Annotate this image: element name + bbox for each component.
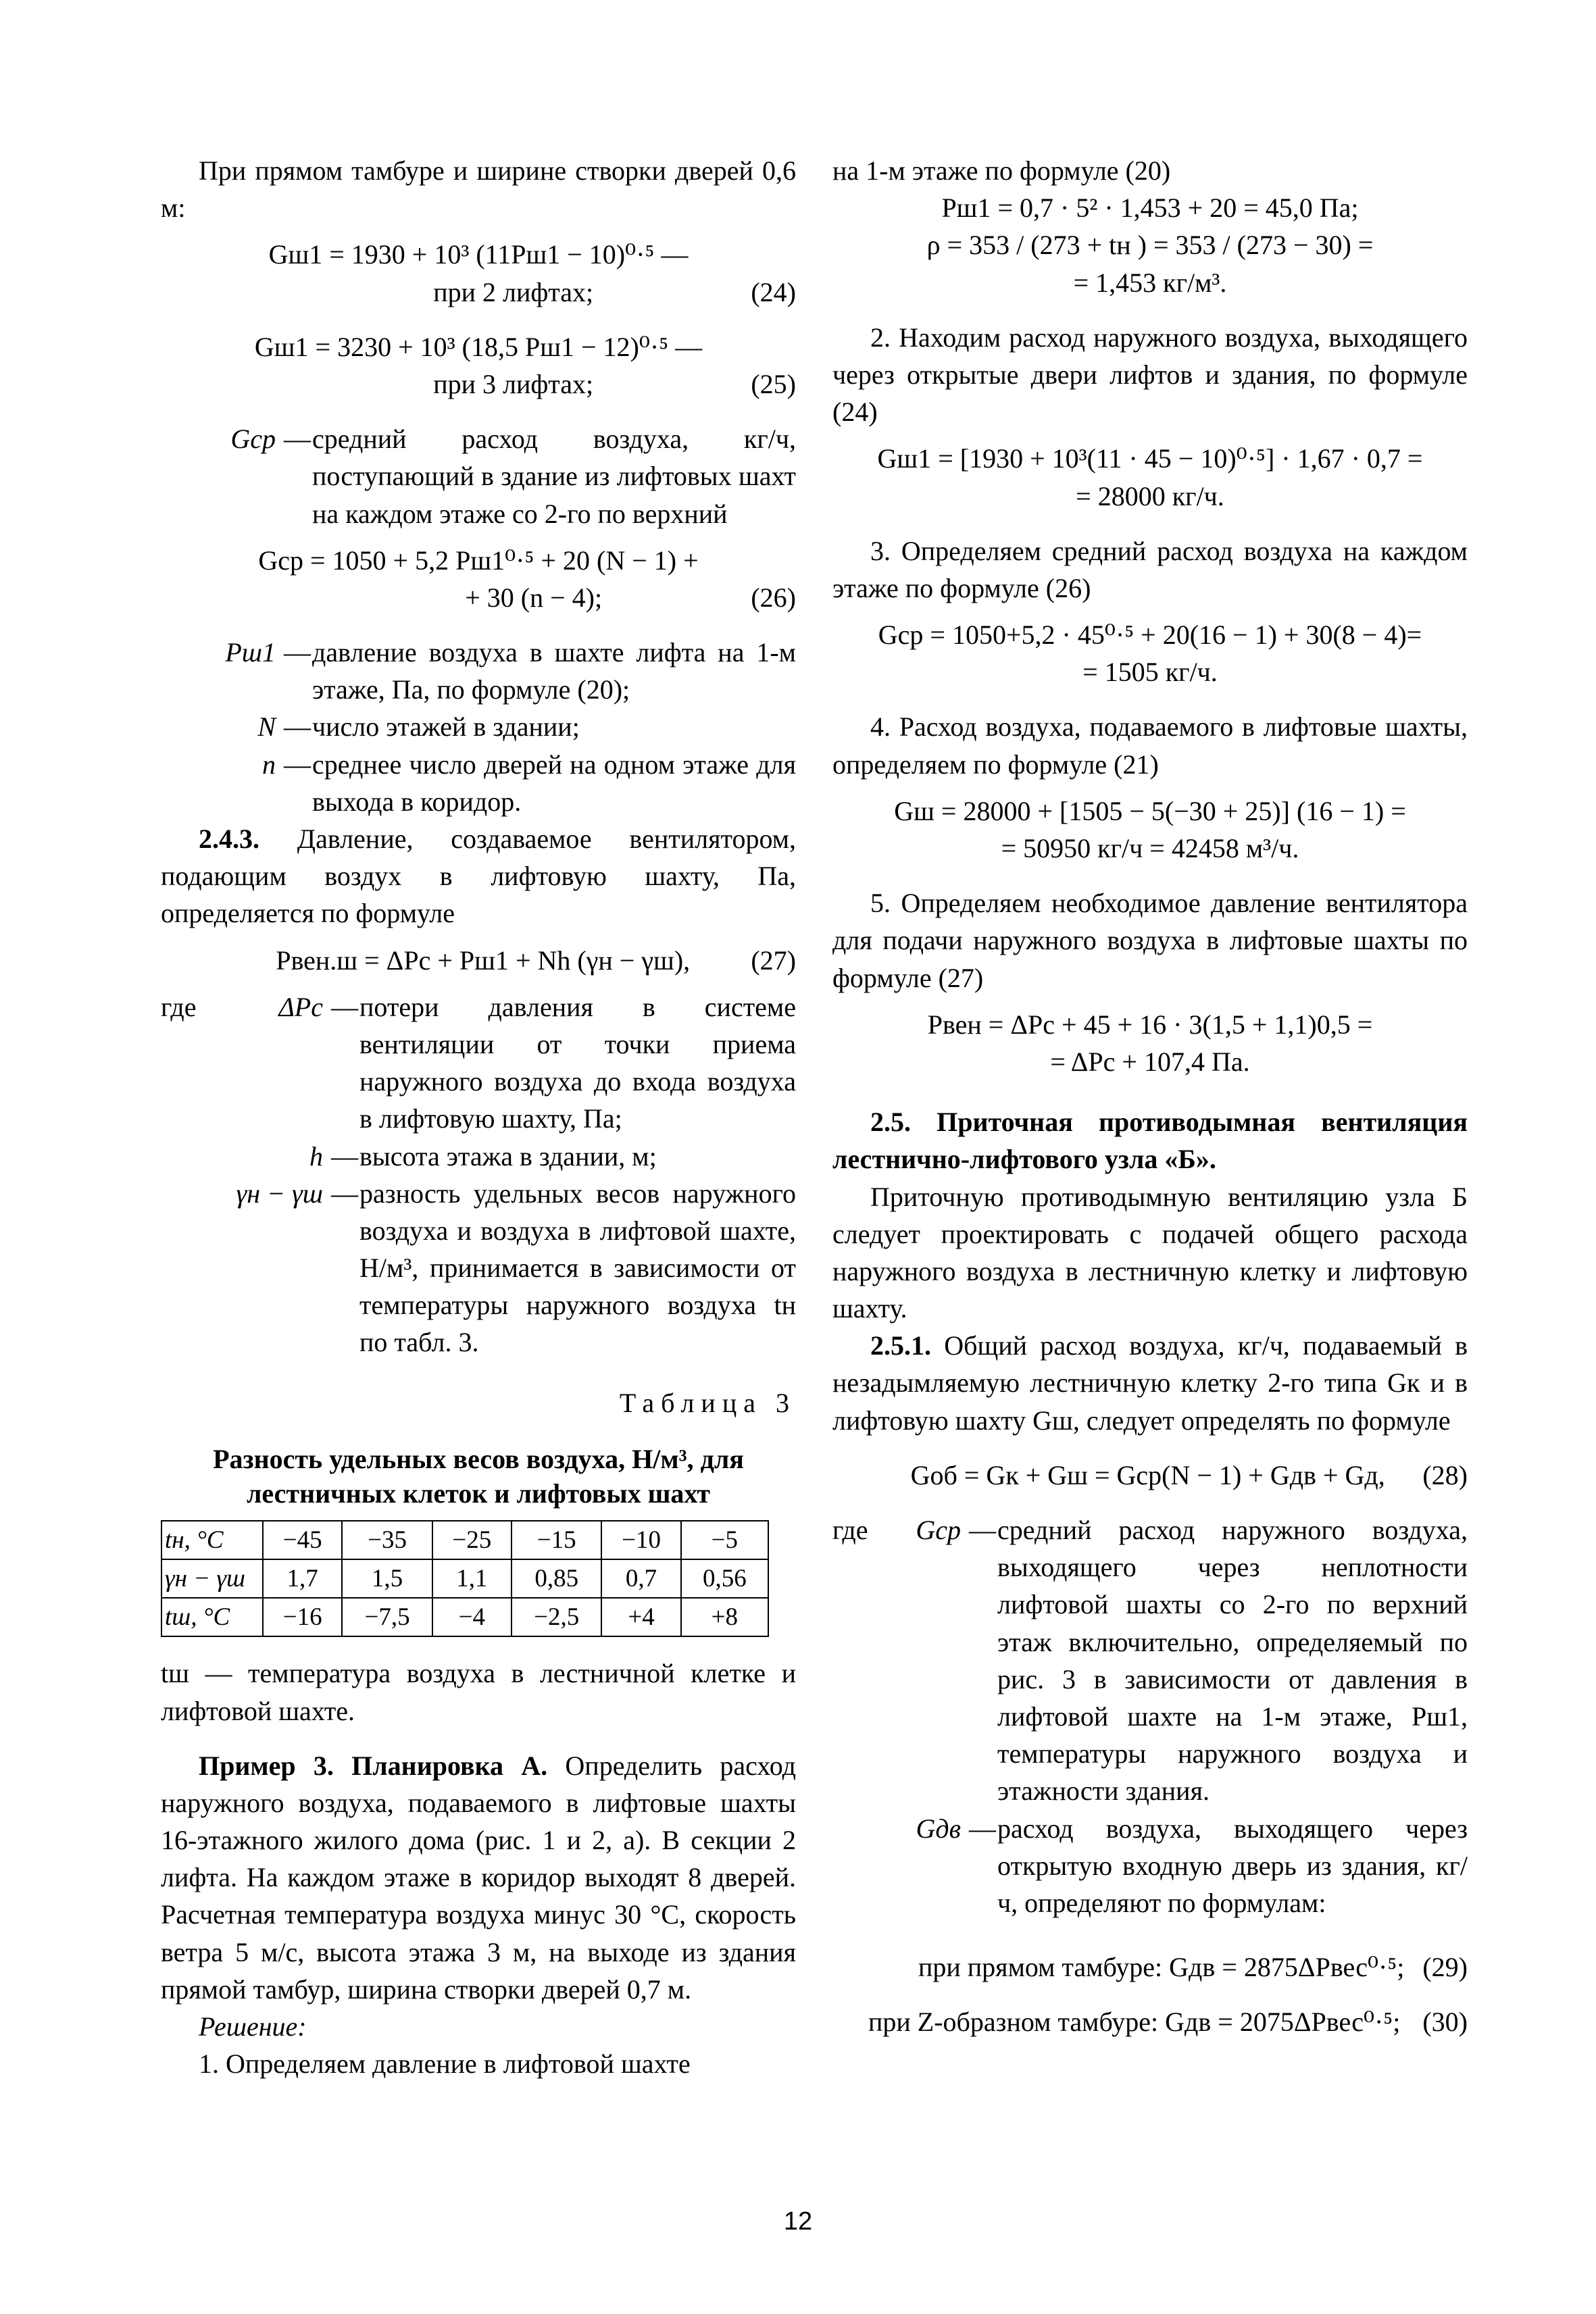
right-column bbox=[832, 152, 1468, 2040]
var-item: Gдв — расход воздуха, выходящего через открытую входную дверь из здания, кг/ч, определяют по формулам: bbox=[916, 1813, 1468, 1918]
calc-line: = ΔPс + 107,4 Па. bbox=[1050, 1046, 1250, 1077]
section-2-4-3: 2.4.3. Давление, создаваемое вентилятором, подающим воздух в лифтовую шахту, Па, определяется по формуле bbox=[161, 824, 796, 929]
calc-line: Pш1 = 0,7 · 5² · 1,453 + 20 = 45,0 Па; bbox=[941, 193, 1359, 224]
step-4: 4. Расход воздуха, подаваемого в лифтовые шахты, определяем по формуле (21) bbox=[832, 711, 1468, 780]
equation-30 bbox=[832, 2003, 1468, 2040]
calc-line: = 28000 кг/ч. bbox=[1076, 480, 1224, 511]
table-row: γн − γш 1,7 1,5 1,1 0,85 0,7 0,56 bbox=[161, 1559, 768, 1598]
calc-line: Gш1 = [1930 + 10³(11 · 45 − 10)⁰·⁵] · 1,67 · 0,7 = bbox=[877, 443, 1423, 474]
eq30-body: при Z-образном тамбуре: Gдв = 2075ΔPвес⁰·⁵; bbox=[868, 2007, 1401, 2038]
eq26-line2: + 30 (n − 4); bbox=[465, 582, 603, 613]
tsh-note: tш — температура воздуха в лестничной клетке и лифтовой шахте. bbox=[161, 1658, 796, 1726]
eq25-line1: Gш1 = 3230 + 10³ (18,5 Pш1 − 12)⁰·⁵ — bbox=[254, 331, 703, 362]
calc-line: = 50950 кг/ч = 42458 м³/ч. bbox=[1001, 833, 1299, 863]
vars-27-list bbox=[161, 988, 796, 1361]
step-1: 1. Определяем давление в лифтовой шахте bbox=[199, 2048, 691, 2080]
eq27-number: (27) bbox=[751, 945, 796, 976]
solution-label: Решение: bbox=[199, 2011, 307, 2042]
left-column bbox=[161, 152, 796, 2082]
eq28-body: Gоб = Gк + Gш = Gср(N − 1) + Gдв + Gд, bbox=[910, 1459, 1385, 1490]
table-label: Таблица 3 bbox=[619, 1387, 796, 1418]
var-item: γн − γш — разность удельных весов наружного воздуха и воздуха в лифтовой шахте, Н/м³, принимается в зависимости от температуры наружного воздуха tн по табл. 3. bbox=[236, 1178, 796, 1358]
var-item: где Gср — средний расход наружного воздуха, выходящего через неплотности лифтовой шахты со 2-го по верхний этаж включительно, определяемый по рис. 3 в зависимости от давления в лифтовой шахте на 1-м этаже, Pш1, температуры наружного воздуха и этажности здания. bbox=[832, 1511, 1468, 1810]
eq25-number: (25) bbox=[751, 368, 796, 399]
calc-line: = 1,453 кг/м³. bbox=[1073, 267, 1227, 298]
equation-29 bbox=[832, 1948, 1468, 1986]
var-item: n — среднее число дверей на одном этаже для выхода в коридор. bbox=[262, 749, 796, 817]
eq26-line1: Gср = 1050 + 5,2 Pш1⁰·⁵ + 20 (N − 1) + bbox=[258, 545, 699, 576]
step-2: 2. Находим расход наружного воздуха, выходящего через открытые двери лифтов и здания, по формуле (24) bbox=[832, 322, 1468, 428]
calc-line: Gш = 28000 + [1505 − 5(−30 + 25)] (16 − 1) = bbox=[894, 795, 1406, 826]
where-label: где bbox=[161, 991, 197, 1022]
eq26-number: (26) bbox=[751, 582, 796, 613]
eq28-number: (28) bbox=[1422, 1459, 1468, 1490]
vars-26-list bbox=[161, 634, 796, 820]
equation-25 bbox=[161, 328, 796, 403]
var-item: h — высота этажа в здании, м; bbox=[309, 1140, 657, 1172]
table-caption: Разность удельных весов воздуха, Н/м³, для лестничных клеток и лифтовых шахт bbox=[213, 1443, 744, 1509]
eq29-number: (29) bbox=[1422, 1952, 1468, 1983]
example-3: Пример 3. Планировка А. Определить расход наружного воздуха, подаваемого в лифтовые шахты 16-этажного жилого дома (рис. 1 и 2, а). В секции 2 лифта. На каждом этаже в коридор выходят 8 дверей. Расчетная температура воздуха минус 30 °С, скорость ветра 5 м/с, высота этажа 3 м, на выходе из здания прямой тамбур, ширина створки дверей 0,7 м. bbox=[161, 1750, 796, 2005]
vars-28-list bbox=[832, 1511, 1468, 1921]
equation-26 bbox=[161, 542, 796, 616]
eq30-number: (30) bbox=[1422, 2007, 1468, 2038]
eq29-body: при прямом тамбуре: Gдв = 2875ΔPвес⁰·⁵; bbox=[918, 1952, 1405, 1983]
calc-line: Pвен = ΔPс + 45 + 16 · 3(1,5 + 1,1)0,5 = bbox=[927, 1009, 1373, 1040]
var-item: где ΔPс — потери давления в системе вентиляции от точки приема наружного воздуха до входа воздуха в лифтовую шахту, Па; bbox=[161, 988, 796, 1138]
var-description: средний расход воздуха, кг/ч, поступающий в здание из лифтовых шахт на каждом этаже со 2-го по верхний bbox=[312, 424, 796, 529]
where-label: где bbox=[832, 1515, 868, 1545]
var-item: Pш1 — давление воздуха в шахте лифта на 1-м этаже, Па, по формуле (20); bbox=[225, 637, 796, 705]
section-number: 2.5.1. bbox=[870, 1330, 931, 1361]
eq27-body: Pвен.ш = ΔPс + Pш1 + Nh (γн − γш), bbox=[276, 945, 691, 976]
eq24-line1: Gш1 = 1930 + 10³ (11Pш1 − 10)⁰·⁵ — bbox=[268, 239, 689, 270]
intro-text: При прямом тамбуре и ширине створки дверей 0,6 м: bbox=[161, 155, 796, 224]
eq25-line2: при 3 лифтах; bbox=[433, 368, 594, 399]
example-heading: Пример 3. Планировка А. bbox=[199, 1750, 548, 1781]
step-1-continued: на 1-м этаже по формуле (20) bbox=[832, 155, 1171, 186]
page-number: 12 bbox=[783, 2207, 813, 2236]
eq24-line2: при 2 лифтах; bbox=[433, 276, 594, 307]
data-table bbox=[161, 1520, 769, 1637]
section-2-5-text: Приточную противодымную вентиляцию узла Б следует проектировать с подачей общего расхода наружного воздуха в лестничную клетку и лифтовую шахту. bbox=[832, 1181, 1468, 1324]
equation-27 bbox=[161, 942, 796, 979]
calc-line: ρ = 353 / (273 + tн ) = 353 / (273 − 30) = bbox=[926, 230, 1374, 261]
eq24-number: (24) bbox=[751, 276, 796, 307]
equation-24 bbox=[161, 236, 796, 310]
var-symbol: Gср bbox=[230, 424, 276, 455]
table-row: tш, °С −16 −7,5 −4 −2,5 +4 +8 bbox=[161, 1598, 768, 1636]
var-item: N — число этажей в здании; bbox=[257, 711, 580, 743]
equation-28 bbox=[832, 1457, 1468, 1494]
calc-line: = 1505 кг/ч. bbox=[1082, 657, 1218, 688]
calc-line: Gср = 1050+5,2 · 45⁰·⁵ + 20(16 − 1) + 30(8 − 4)= bbox=[878, 620, 1422, 651]
section-number: 2.4.3. bbox=[199, 824, 259, 854]
step-5: 5. Определяем необходимое давление вентилятора для подачи наружного воздуха в лифтовые шахты по формуле (27) bbox=[832, 888, 1468, 993]
table-row: tн, °С −45 −35 −25 −15 −10 −5 bbox=[161, 1521, 768, 1559]
step-3: 3. Определяем средний расход воздуха на каждом этаже по формуле (26) bbox=[832, 535, 1468, 603]
section-2-5-1: 2.5.1. Общий расход воздуха, кг/ч, подаваемый в незадымляемую лестничную клетку 2-го типа Gк и в лифтовую шахту Gш, следует определять по формуле bbox=[832, 1330, 1468, 1436]
section-2-5-heading: 2.5. Приточная противодымная вентиляция лестнично-лифтового узла «Б». bbox=[832, 1107, 1468, 1175]
var-gcp: Gср — средний расход воздуха, кг/ч, поступающий в здание из лифтовых шахт на каждом этаже со 2-го по верхний bbox=[161, 420, 796, 532]
